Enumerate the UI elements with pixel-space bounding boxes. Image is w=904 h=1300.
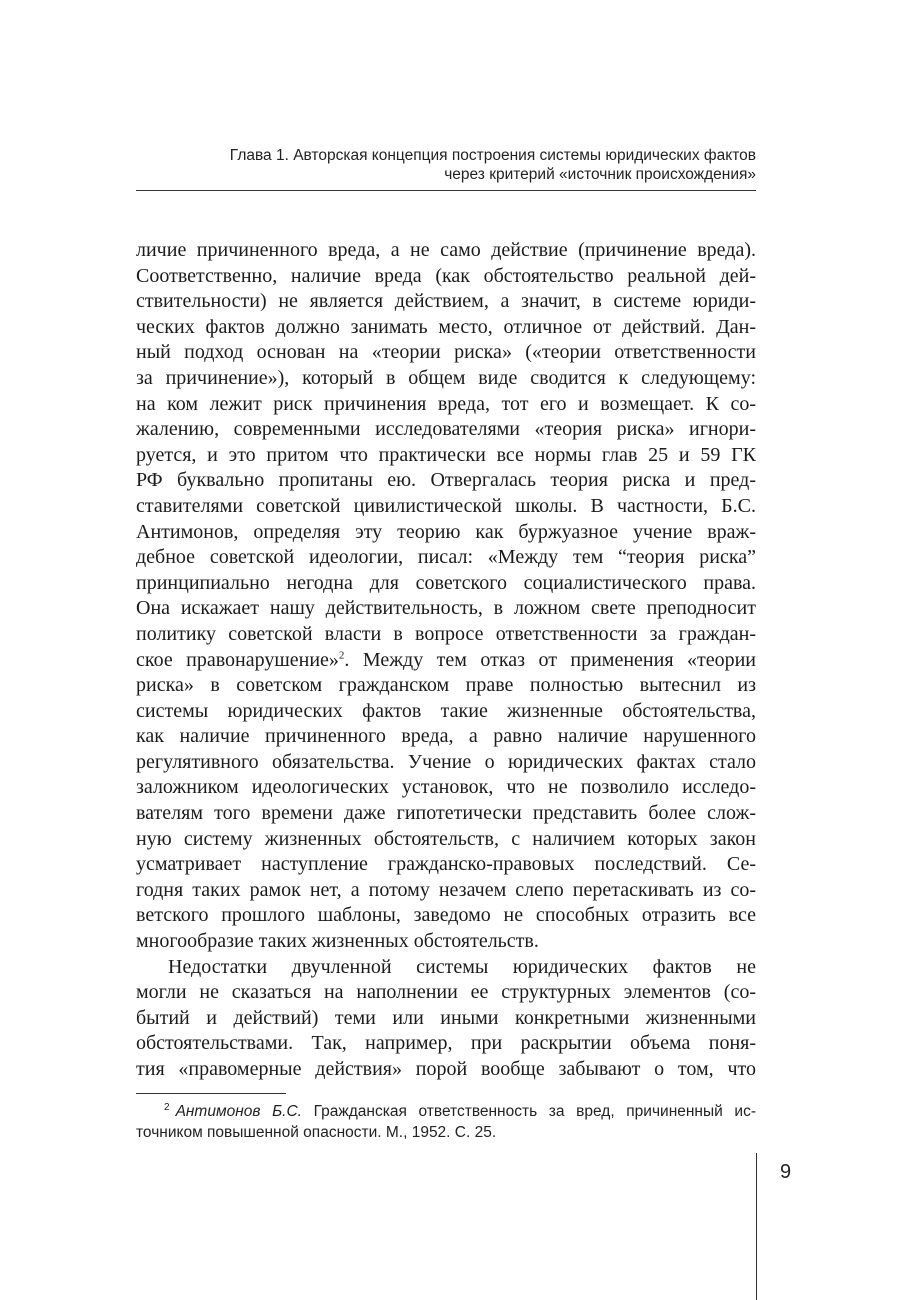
text-line-with-footnote-ref: [136, 648, 756, 674]
text-line: годня таких рамок нет, а потому незачем слепо перетаскивать из со-: [136, 878, 756, 901]
page-number-rule: [756, 1153, 757, 1300]
footnote-line-2: точником повышенной опасности. М., 1952. С. 25.: [136, 1124, 497, 1141]
paragraph-2: [136, 955, 756, 1083]
footnote-author: Антимонов Б.С.: [175, 1103, 302, 1120]
text-line: личие причиненного вреда, а не само действие (причинение вреда).: [136, 239, 756, 261]
text-line: ный подход основан на «теории риска» («теории ответственности: [136, 341, 756, 364]
text-line: вателям того времени даже гипотетически представить более слож-: [136, 802, 756, 825]
text-line: как наличие причиненного вреда, а равно наличие нарушенного: [136, 725, 756, 748]
text-segment: . Между тем отказ от применения «теории: [344, 648, 756, 671]
paragraph-1: [136, 238, 756, 955]
running-head: [136, 146, 756, 184]
text-line: за причинение»), который в общем виде сводится к следующему:: [136, 366, 756, 389]
text-line: усматривает наступление гражданско-правовых последствий. Се-: [136, 853, 756, 876]
running-head-line-2: через критерий «источник происхождения»: [444, 166, 756, 183]
text-line: ную систему жизненных обстоятельств, с наличием которых закон: [136, 827, 756, 850]
text-line: РФ буквально пропитаны ею. Отвергалась теория риска и пред-: [136, 469, 756, 492]
text-segment: ское правонарушение»: [136, 648, 339, 671]
text-line: Она искажает нашу действительность, в ложном свете преподносит: [136, 597, 756, 620]
text-line: многообразие таких жизненных обстоятельств.: [136, 930, 539, 953]
text-line: принципиально негодна для советского социалистического права.: [136, 571, 756, 594]
text-line: системы юридических фактов такие жизненные обстоятельства,: [136, 699, 756, 722]
text-line: бытий и действий) теми или иными конкретными жизненными: [136, 1006, 756, 1029]
footnote-reference[interactable]: 2: [338, 648, 345, 661]
text-line: могли не сказаться на наполнении ее структурных элементов (со-: [136, 981, 756, 1004]
header-rule: [136, 190, 756, 191]
footnote-number: 2: [164, 1101, 170, 1113]
text-line: политику советской власти в вопросе ответственности за граждан-: [136, 622, 756, 645]
text-line: заложником идеологических установок, что не позволило исследо-: [136, 776, 756, 799]
main-text: [136, 238, 756, 1083]
footnote-rule: [136, 1093, 286, 1094]
text-line: ветского прошлого шаблоны, заведомо не способных отразить все: [136, 904, 756, 927]
text-line: ствительности) не является действием, а значит, в системе юриди-: [136, 290, 756, 313]
footnote-text: Гражданская ответственность за вред, причиненный ис-: [301, 1103, 756, 1120]
text-line: на ком лежит риск причинения вреда, тот его и возмещает. К со-: [136, 392, 756, 415]
text-line: руется, и это притом что практически все нормы глав 25 и 59 ГК: [136, 443, 756, 466]
page-number: 9: [780, 1161, 792, 1183]
text-line: Соответственно, наличие вреда (как обстоятельство реальной дей-: [136, 264, 756, 287]
text-line: обстоятельствами. Так, например, при раскрытии объема поня-: [136, 1032, 756, 1055]
footnote-line-1: [136, 1101, 756, 1122]
text-line: риска» в советском гражданском праве полностью вытеснил из: [136, 674, 756, 697]
text-line: ставителями советской цивилистической школы. В частности, Б.С.: [136, 494, 756, 517]
text-line: тия «правомерные действия» порой вообще забывают о том, что: [136, 1058, 756, 1080]
text-line: дебное советской идеологии, писал: «Между тем “теория риска”: [136, 546, 756, 569]
running-head-line-1: Глава 1. Авторская концепция построения системы юридических фактов: [229, 147, 756, 164]
text-line: регулятивного обязательства. Учение о юридических фактах стало: [136, 750, 756, 773]
text-line: ческих фактов должно занимать место, отличное от действий. Дан-: [136, 315, 756, 338]
footnote: [136, 1101, 756, 1143]
text-line: Недостатки двучленной системы юридических фактов не: [168, 955, 756, 978]
text-line: Антимонов, определяя эту теорию как буржуазное учение враж-: [136, 520, 756, 543]
text-line: жалению, современными исследователями «теория риска» игнори-: [136, 418, 756, 441]
